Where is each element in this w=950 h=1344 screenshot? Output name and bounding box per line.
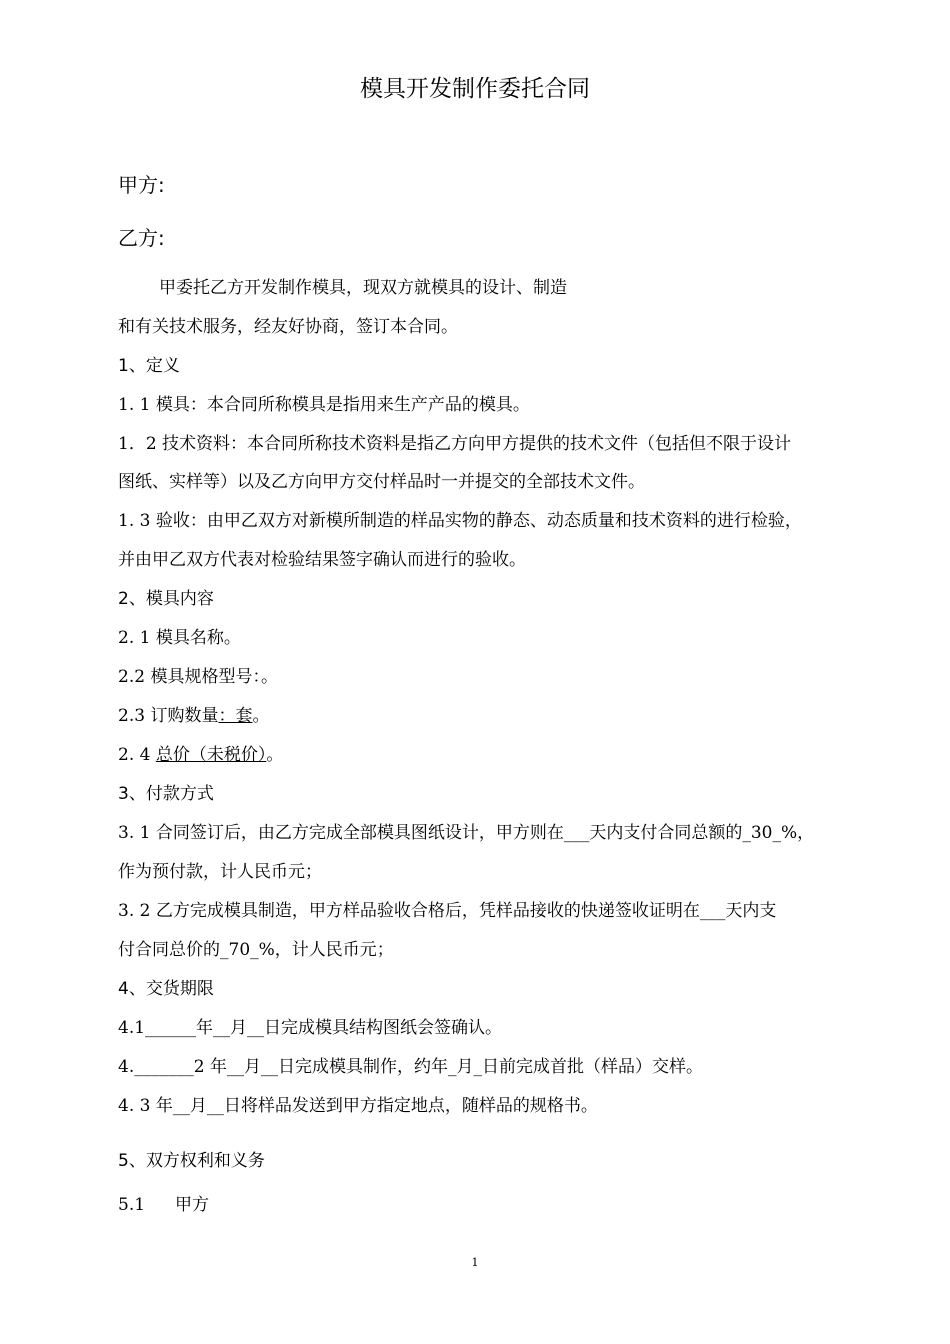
clause-2-4-suffix: 。	[266, 745, 284, 765]
section-5-heading: 5、双方权利和义务	[118, 1151, 265, 1171]
clause-4-2: 4._______2 年__月__日完成模具制作，约年_月_日前完成首批（样品）交样。	[118, 1057, 703, 1077]
party-b-label: 乙方:	[118, 226, 165, 250]
intro-line-1: 甲委托乙方开发制作模具，现双方就模具的设计、制造	[159, 278, 567, 298]
clause-1-3-line-2: 并由甲乙双方代表对检验结果签字确认而进行的验收。	[118, 550, 526, 570]
clause-4-3: 4. 3 年__月__日将样品发送到甲方指定地点，随样品的规格书。	[118, 1096, 598, 1116]
clause-5-1-number: 5.1	[118, 1195, 146, 1215]
clause-2-1: 2. 1 模具名称。	[118, 628, 241, 648]
clause-3-2-line-2: 付合同总价的_70_%，计人民币元；	[118, 940, 394, 960]
section-1-heading: 1、定义	[118, 356, 180, 376]
page-number: 1	[471, 1256, 479, 1269]
intro-line-2: 和有关技术服务，经友好协商，签订本合同。	[118, 317, 458, 337]
clause-2-2: 2.2 模具规格型号：。	[118, 667, 278, 687]
clause-2-4-underlined: 总价（未税价）	[155, 745, 267, 765]
clause-1-2-line-2: 图纸、实样等）以及乙方向甲方交付样品时一并提交的全部技术文件。	[118, 472, 645, 492]
clause-2-3-underlined: ：套	[218, 706, 253, 726]
contract-title: 模具开发制作委托合同	[360, 76, 590, 102]
section-2-heading: 2、模具内容	[118, 589, 214, 609]
clause-3-1-line-2: 作为预付款，计人民币元；	[118, 862, 322, 882]
party-a-label: 甲方:	[118, 173, 165, 197]
clause-3-2-line-1: 3. 2 乙方完成模具制造，甲方样品验收合格后，凭样品接收的快递签收证明在___天内支	[118, 901, 777, 921]
clause-1-3-line-1: 1. 3 验收：由甲乙双方对新模所制造的样品实物的静态、动态质量和技术资料的进行检验，	[118, 511, 802, 531]
clause-2-3-prefix: 2.3 订购数量	[118, 706, 219, 726]
clause-1-1: 1. 1 模具：本合同所称模具是指用来生产产品的模具。	[118, 395, 530, 415]
clause-1-2-line-1: 1．2 技术资料：本合同所称技术资料是指乙方向甲方提供的技术文件（包括但不限于设计	[118, 434, 792, 454]
clause-5-1	[118, 1193, 209, 1217]
clause-5-1-text: 甲方	[175, 1195, 210, 1215]
section-4-heading: 4、交货期限	[118, 979, 214, 999]
clause-2-3	[118, 704, 269, 728]
clause-2-4	[118, 743, 283, 767]
clause-2-3-suffix: 。	[252, 706, 270, 726]
clause-2-4-prefix: 2. 4	[118, 745, 156, 765]
clause-3-1-line-1: 3. 1 合同签订后，由乙方完成全部模具图纸设计，甲方则在___天内支付合同总额的_30_%，	[118, 823, 815, 843]
clause-4-1: 4.1______年__月__日完成模具结构图纸会签确认。	[118, 1018, 503, 1038]
section-3-heading: 3、付款方式	[118, 784, 214, 804]
